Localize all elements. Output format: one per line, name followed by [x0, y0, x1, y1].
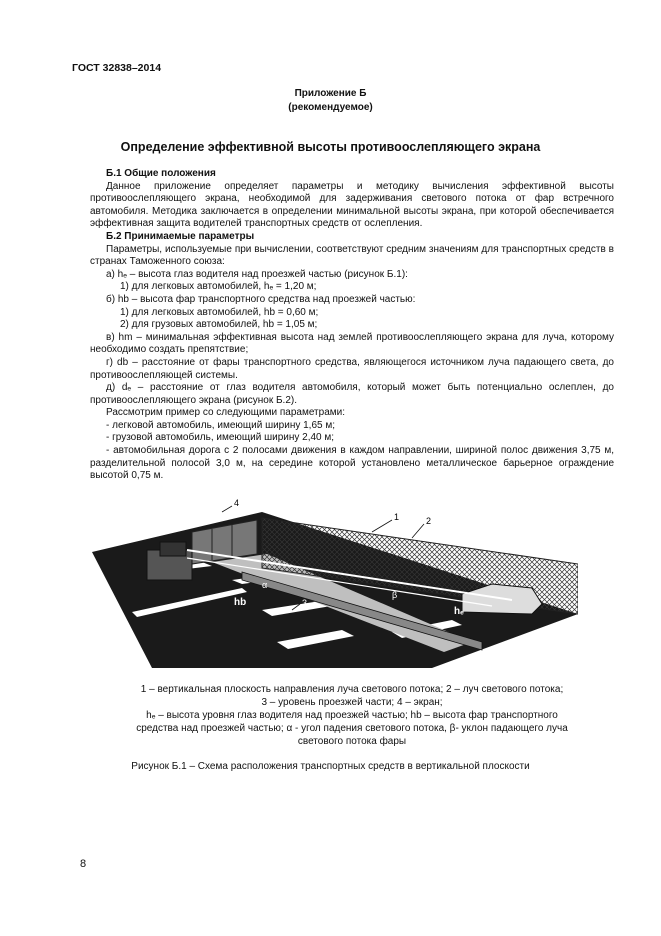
caption-line: светового потока фары: [297, 736, 407, 747]
param-g: г) db – расстояние от фары транспортного средства, являющегося источником луча падающего света, до противоослепляющей системы.: [90, 356, 614, 381]
annex-status: (рекомендуемое): [288, 102, 373, 113]
document-header: ГОСТ 32838–2014: [72, 62, 162, 74]
section-text-b2: Параметры, используемые при вычислении, соответствуют средним значениям для транспортных средств в странах Таможенного союза:: [90, 243, 614, 268]
example-item: - легковой автомобиль, имеющий ширину 1,65 м;: [106, 419, 336, 431]
param-d: д) dₑ – расстояние от глаз водителя автомобиля, который может быть потенциально ослеплен, до противоослепляющего экрана (рисунок Б.2).: [90, 382, 614, 406]
caption-line: 1 – вертикальная плоскость направления луча светового потока; 2 – луч светового потока;: [140, 684, 564, 695]
annex-heading: [0, 87, 661, 115]
label-hb: hb: [234, 597, 247, 608]
label-3: 3: [302, 598, 308, 608]
label-he: hₑ: [454, 606, 464, 617]
section-heading-b1: Б.1 Общие положения: [106, 168, 216, 179]
annex-title: Приложение Б: [294, 88, 367, 99]
document-body: [90, 168, 614, 483]
example-item: - грузовой автомобиль, имеющий ширину 2,40 м;: [106, 432, 335, 444]
road-scheme-drawing: [92, 492, 578, 668]
param-b2: 2) для грузовых автомобилей, hb = 1,05 м;: [120, 319, 318, 331]
caption-line: hₑ – высота уровня глаз водителя над проезжей частью; hb – высота фар транспортного: [146, 710, 558, 721]
figure-caption: [90, 683, 614, 748]
figure-title: Рисунок Б.1 – Схема расположения транспортных средств в вертикальной плоскости: [131, 761, 530, 772]
label-1: 1: [394, 512, 400, 522]
caption-line: 3 – уровень проезжей части; 4 – экран;: [261, 697, 443, 708]
caption-line: средства над проезжей частью; α - угол падения светового потока, β- уклон падающего луча: [136, 723, 568, 734]
example-item: - автомобильная дорога с 2 полосами движения в каждом направлении, шириной полос движения 3,75 м, разделительной полосой 3,0 м, на середине которой установлено металлическое барьерное ограждение высотой 0,75 м.: [90, 445, 614, 482]
section-text-b1: Данное приложение определяет параметры и методику вычисления эффективной высоты противоослепляющего экрана, необходимой для задерживания светового потока от фар встречного автомобиля. Методика заключается в определении минимальной высоты экрана, при которой обеспечивается эффективная защита водителей транспортных средств от ослепления.: [90, 180, 614, 230]
param-b: б) hb – высота фар транспортного средства над проезжей частью:: [106, 293, 416, 305]
label-beta: β: [392, 590, 398, 600]
example-intro: Рассмотрим пример со следующими параметрами:: [106, 407, 345, 419]
param-b1: 1) для легковых автомобилей, hb = 0,60 м;: [120, 306, 319, 318]
label-alpha: α: [262, 580, 268, 590]
page-number: 8: [80, 858, 87, 870]
page-title: Определение эффективной высоты противоослепляющего экрана: [120, 140, 541, 154]
param-v: в) hm – минимальная эффективная высота над землей противоослепляющего экрана для луча, которому необходимо создать препятствие;: [90, 331, 614, 356]
label-2: 2: [426, 516, 432, 526]
label-4: 4: [234, 498, 240, 508]
param-a1: 1) для легковых автомобилей, hₑ = 1,20 м;: [120, 281, 317, 293]
section-heading-b2: Б.2 Принимаемые параметры: [106, 230, 255, 242]
figure-road-scheme: [92, 492, 578, 668]
param-a: а) hₑ – высота глаз водителя над проезжей частью (рисунок Б.1):: [106, 268, 408, 280]
